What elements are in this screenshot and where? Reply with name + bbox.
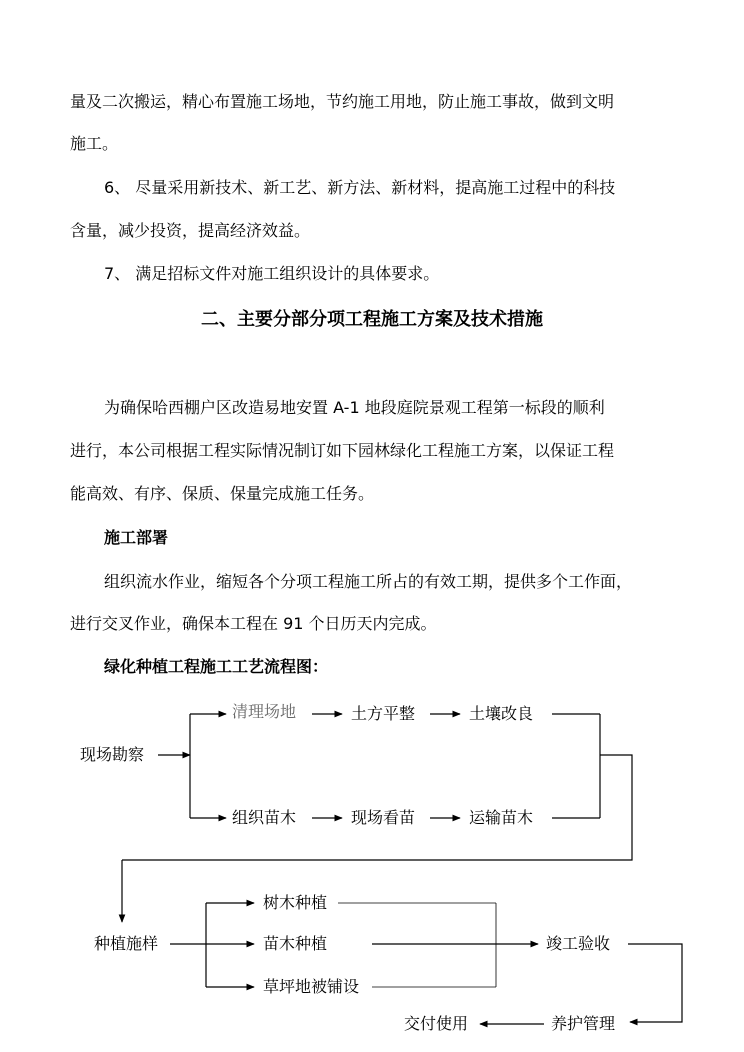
node-acceptance: 竣工验收 [546, 934, 611, 953]
node-tree-planting: 树木种植 [263, 893, 328, 912]
deployment-paragraph-line: 组织流水作业，缩短各个分项工程施工所占的有效工期，提供多个工作面， [104, 572, 633, 591]
node-seedling-planting: 苗木种植 [263, 934, 328, 953]
node-lawn-laying: 草坪地被铺设 [263, 977, 360, 996]
paragraph-line: 施工。 [70, 134, 119, 153]
flowchart-title: 绿化种植工程施工工艺流程图： [104, 657, 329, 676]
intro-paragraph-line: 能高效、有序、保质、保量完成施工任务。 [70, 484, 375, 503]
node-survey: 现场勘察 [80, 745, 145, 764]
deployment-paragraph-line: 进行交叉作业，确保本工程在 91 个日历天内完成。 [70, 614, 437, 633]
list-item-6-continued: 含量，减少投资，提高经济效益。 [70, 221, 311, 240]
intro-paragraph-line: 进行，本公司根据工程实际情况制订如下园林绿化工程施工方案，以保证工程 [70, 441, 615, 460]
node-soil-improvement: 土壤改良 [469, 704, 534, 723]
node-maintenance: 养护管理 [551, 1014, 616, 1033]
node-handover: 交付使用 [404, 1014, 469, 1033]
paragraph-line: 量及二次搬运，精心布置施工场地，节约施工用地，防止施工事故，做到文明 [70, 92, 615, 111]
node-clear-site: 清理场地 [232, 702, 297, 721]
node-earth-leveling: 土方平整 [351, 704, 416, 723]
node-transport-seedlings: 运输苗木 [469, 808, 534, 827]
arrow-acceptance-to-maintenance [628, 944, 682, 1022]
section-heading: 二、主要分部分项工程施工方案及技术措施 [201, 309, 543, 330]
intro-paragraph-line: 为确保哈西棚户区改造易地安置 A-1 地段庭院景观工程第一标段的顺利 [104, 398, 605, 417]
node-planting-layout: 种植施样 [94, 934, 159, 953]
node-organize-seedlings: 组织苗木 [232, 808, 297, 827]
node-onsite-inspection: 现场看苗 [351, 808, 416, 827]
list-item-7: 7、 满足招标文件对施工组织设计的具体要求。 [104, 264, 440, 283]
list-item-6: 6、 尽量采用新技术、新工艺、新方法、新材料，提高施工过程中的科技 [104, 178, 616, 197]
deployment-title: 施工部署 [104, 528, 169, 547]
